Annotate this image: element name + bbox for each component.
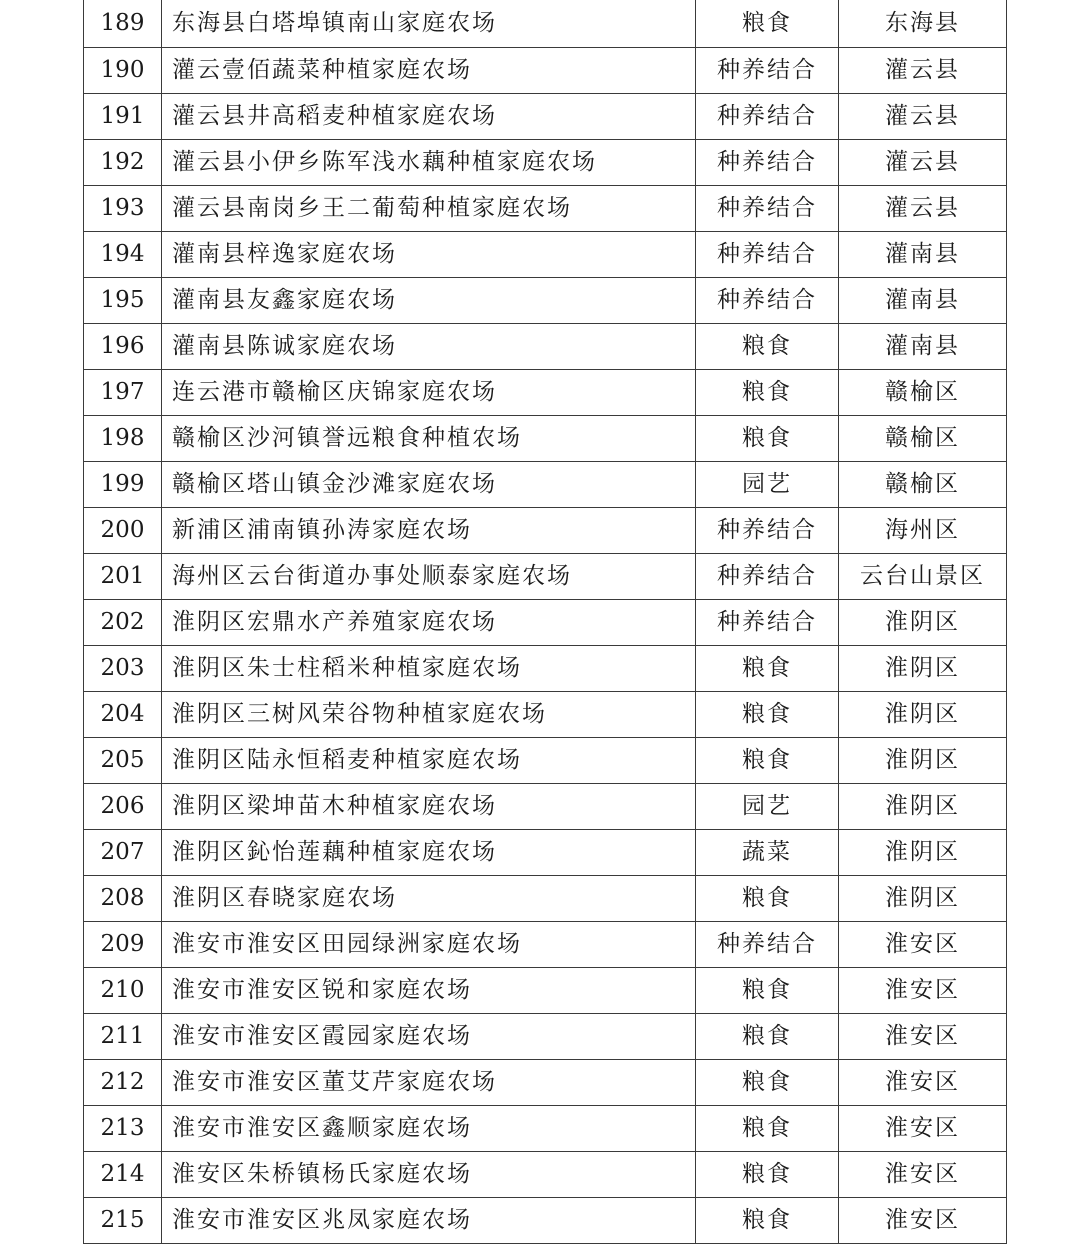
row-number-cell: 192	[84, 140, 162, 186]
table-row	[84, 646, 1007, 692]
table-row	[84, 554, 1007, 600]
farm-type-cell: 粮食	[696, 1198, 839, 1244]
farm-name-cell: 淮安市淮安区董艾芹家庭农场	[162, 1060, 696, 1106]
row-number-cell: 194	[84, 232, 162, 278]
table-row	[84, 968, 1007, 1014]
row-number-cell: 195	[84, 278, 162, 324]
farm-type-cell: 粮食	[696, 692, 839, 738]
farm-type-cell: 种养结合	[696, 600, 839, 646]
region-cell: 云台山景区	[839, 554, 1007, 600]
farm-type-cell: 种养结合	[696, 278, 839, 324]
table-row	[84, 1014, 1007, 1060]
row-number-cell: 206	[84, 784, 162, 830]
farm-name-cell: 灌云县小伊乡陈军浅水藕种植家庭农场	[162, 140, 696, 186]
row-number-cell: 202	[84, 600, 162, 646]
farm-name-cell: 淮阴区宏鼎水产养殖家庭农场	[162, 600, 696, 646]
farm-name-cell: 淮安市淮安区田园绿洲家庭农场	[162, 922, 696, 968]
region-cell: 淮安区	[839, 1198, 1007, 1244]
farm-type-cell: 粮食	[696, 876, 839, 922]
row-number-cell: 193	[84, 186, 162, 232]
farm-list-table	[83, 0, 1007, 1244]
table-row	[84, 370, 1007, 416]
farm-name-cell: 灌南县友鑫家庭农场	[162, 278, 696, 324]
table-body	[84, 0, 1007, 1244]
farm-name-cell: 淮安市淮安区霞园家庭农场	[162, 1014, 696, 1060]
table-row	[84, 48, 1007, 94]
row-number-cell: 212	[84, 1060, 162, 1106]
table-row	[84, 1152, 1007, 1198]
farm-type-cell: 园艺	[696, 462, 839, 508]
farm-type-cell: 种养结合	[696, 232, 839, 278]
farm-type-cell: 粮食	[696, 968, 839, 1014]
row-number-cell: 210	[84, 968, 162, 1014]
table-row	[84, 278, 1007, 324]
region-cell: 淮安区	[839, 968, 1007, 1014]
region-cell: 淮安区	[839, 1060, 1007, 1106]
farm-type-cell: 粮食	[696, 324, 839, 370]
table-row	[84, 462, 1007, 508]
table-row	[84, 600, 1007, 646]
table-row	[84, 0, 1007, 48]
region-cell: 灌云县	[839, 186, 1007, 232]
table-row	[84, 324, 1007, 370]
farm-type-cell: 种养结合	[696, 508, 839, 554]
row-number-cell: 201	[84, 554, 162, 600]
table-row	[84, 508, 1007, 554]
row-number-cell: 207	[84, 830, 162, 876]
farm-name-cell: 淮阴区三树风荣谷物种植家庭农场	[162, 692, 696, 738]
farm-name-cell: 灌南县梓逸家庭农场	[162, 232, 696, 278]
region-cell: 淮阴区	[839, 784, 1007, 830]
farm-name-cell: 淮阴区陆永恒稻麦种植家庭农场	[162, 738, 696, 784]
table-row	[84, 784, 1007, 830]
farm-name-cell: 灌云壹佰蔬菜种植家庭农场	[162, 48, 696, 94]
row-number-cell: 203	[84, 646, 162, 692]
farm-name-cell: 海州区云台街道办事处顺泰家庭农场	[162, 554, 696, 600]
farm-name-cell: 灌南县陈诚家庭农场	[162, 324, 696, 370]
farm-type-cell: 种养结合	[696, 554, 839, 600]
row-number-cell: 190	[84, 48, 162, 94]
table-row	[84, 692, 1007, 738]
row-number-cell: 200	[84, 508, 162, 554]
row-number-cell: 198	[84, 416, 162, 462]
region-cell: 淮阴区	[839, 646, 1007, 692]
farm-name-cell: 赣榆区沙河镇誉远粮食种植农场	[162, 416, 696, 462]
farm-type-cell: 粮食	[696, 1014, 839, 1060]
farm-type-cell: 粮食	[696, 646, 839, 692]
region-cell: 赣榆区	[839, 416, 1007, 462]
table-row	[84, 1060, 1007, 1106]
farm-name-cell: 淮阴区鈊怡莲藕种植家庭农场	[162, 830, 696, 876]
region-cell: 淮阴区	[839, 830, 1007, 876]
farm-name-cell: 东海县白塔埠镇南山家庭农场	[162, 0, 696, 48]
farm-name-cell: 淮安区朱桥镇杨氏家庭农场	[162, 1152, 696, 1198]
table-row	[84, 232, 1007, 278]
row-number-cell: 209	[84, 922, 162, 968]
row-number-cell: 215	[84, 1198, 162, 1244]
row-number-cell: 214	[84, 1152, 162, 1198]
region-cell: 灌南县	[839, 324, 1007, 370]
row-number-cell: 196	[84, 324, 162, 370]
table-row	[84, 922, 1007, 968]
region-cell: 灌南县	[839, 232, 1007, 278]
farm-name-cell: 淮阴区梁坤苗木种植家庭农场	[162, 784, 696, 830]
table-row	[84, 876, 1007, 922]
region-cell: 灌云县	[839, 94, 1007, 140]
farm-type-cell: 种养结合	[696, 48, 839, 94]
table-row	[84, 830, 1007, 876]
region-cell: 淮安区	[839, 922, 1007, 968]
farm-name-cell: 淮阴区朱士柱稻米种植家庭农场	[162, 646, 696, 692]
region-cell: 东海县	[839, 0, 1007, 48]
table-row	[84, 94, 1007, 140]
row-number-cell: 189	[84, 0, 162, 48]
farm-name-cell: 淮安市淮安区锐和家庭农场	[162, 968, 696, 1014]
region-cell: 淮阴区	[839, 692, 1007, 738]
table-row	[84, 1106, 1007, 1152]
row-number-cell: 197	[84, 370, 162, 416]
table-row	[84, 140, 1007, 186]
farm-name-cell: 淮安市淮安区鑫顺家庭农场	[162, 1106, 696, 1152]
farm-type-cell: 园艺	[696, 784, 839, 830]
region-cell: 赣榆区	[839, 462, 1007, 508]
row-number-cell: 204	[84, 692, 162, 738]
region-cell: 淮阴区	[839, 738, 1007, 784]
farm-type-cell: 粮食	[696, 1152, 839, 1198]
region-cell: 海州区	[839, 508, 1007, 554]
row-number-cell: 208	[84, 876, 162, 922]
region-cell: 灌云县	[839, 140, 1007, 186]
farm-type-cell: 粮食	[696, 1060, 839, 1106]
row-number-cell: 213	[84, 1106, 162, 1152]
region-cell: 淮阴区	[839, 600, 1007, 646]
table-row	[84, 738, 1007, 784]
farm-name-cell: 连云港市赣榆区庆锦家庭农场	[162, 370, 696, 416]
row-number-cell: 205	[84, 738, 162, 784]
farm-name-cell: 灌云县井高稻麦种植家庭农场	[162, 94, 696, 140]
farm-name-cell: 赣榆区塔山镇金沙滩家庭农场	[162, 462, 696, 508]
farm-type-cell: 蔬菜	[696, 830, 839, 876]
farm-type-cell: 粮食	[696, 416, 839, 462]
region-cell: 灌南县	[839, 278, 1007, 324]
farm-name-cell: 新浦区浦南镇孙涛家庭农场	[162, 508, 696, 554]
farm-type-cell: 种养结合	[696, 94, 839, 140]
row-number-cell: 211	[84, 1014, 162, 1060]
farm-type-cell: 种养结合	[696, 140, 839, 186]
farm-type-cell: 种养结合	[696, 186, 839, 232]
region-cell: 赣榆区	[839, 370, 1007, 416]
farm-name-cell: 淮阴区春晓家庭农场	[162, 876, 696, 922]
region-cell: 淮安区	[839, 1152, 1007, 1198]
region-cell: 灌云县	[839, 48, 1007, 94]
table-row	[84, 1198, 1007, 1244]
farm-type-cell: 粮食	[696, 0, 839, 48]
farm-type-cell: 粮食	[696, 738, 839, 784]
farm-type-cell: 粮食	[696, 1106, 839, 1152]
table-row	[84, 186, 1007, 232]
farm-type-cell: 粮食	[696, 370, 839, 416]
farm-type-cell: 种养结合	[696, 922, 839, 968]
row-number-cell: 199	[84, 462, 162, 508]
region-cell: 淮阴区	[839, 876, 1007, 922]
row-number-cell: 191	[84, 94, 162, 140]
table-row	[84, 416, 1007, 462]
farm-name-cell: 灌云县南岗乡王二葡萄种植家庭农场	[162, 186, 696, 232]
farm-name-cell: 淮安市淮安区兆凤家庭农场	[162, 1198, 696, 1244]
region-cell: 淮安区	[839, 1106, 1007, 1152]
region-cell: 淮安区	[839, 1014, 1007, 1060]
